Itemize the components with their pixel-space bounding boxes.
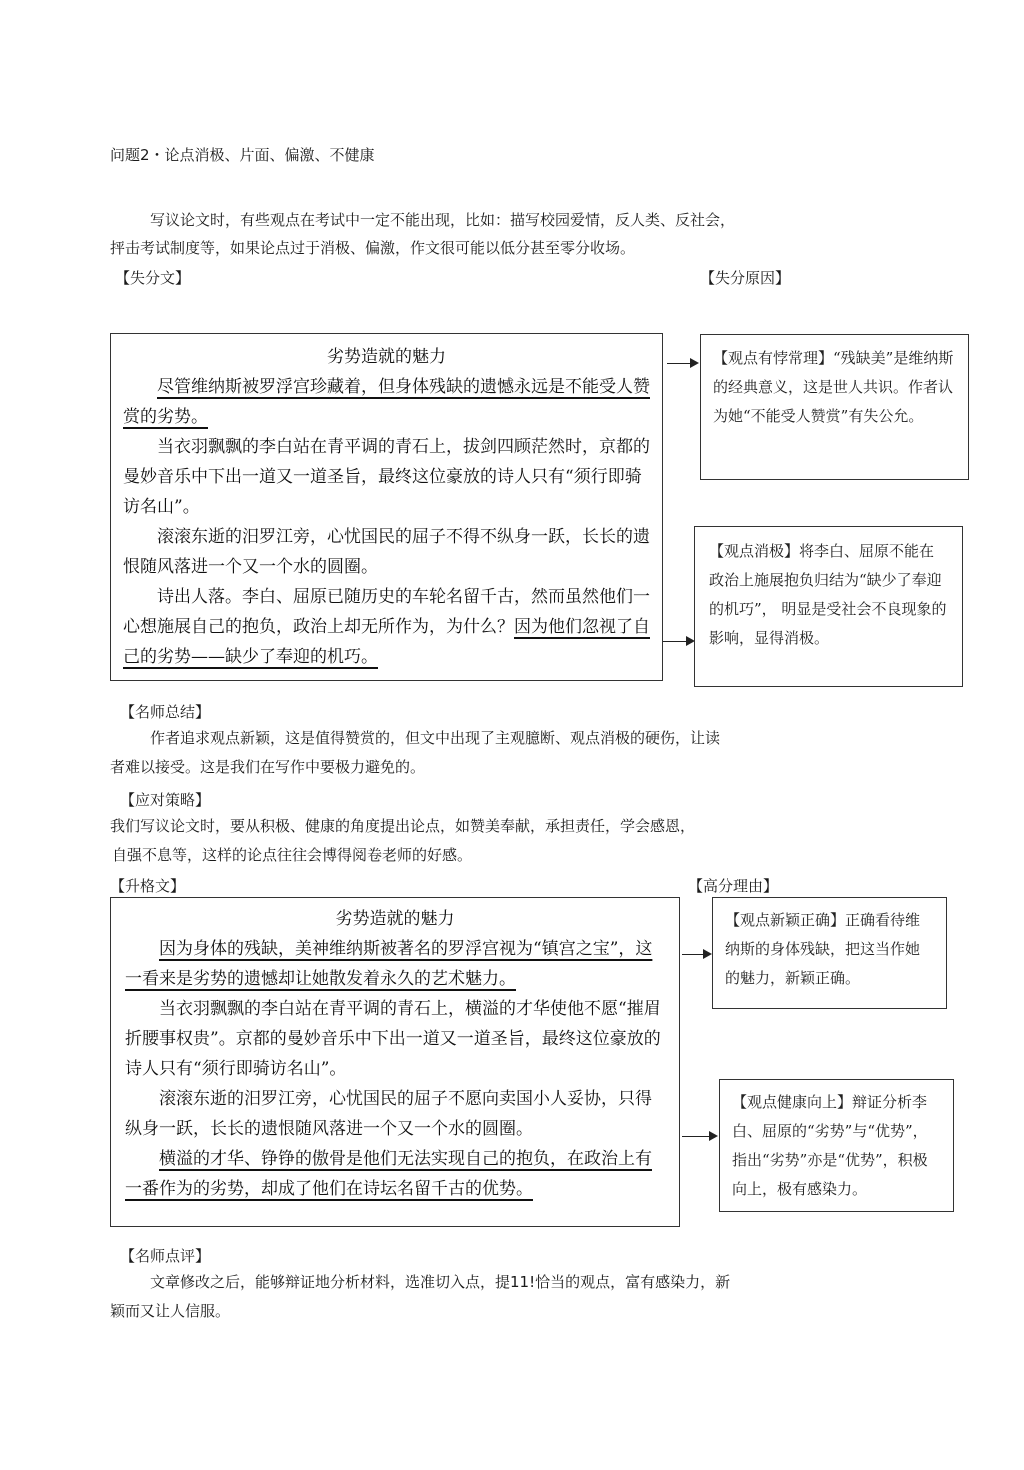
strategy-line-1: 我们写议论文时，要从积极、健康的角度提出论点，如赞美奉献，承担责任，学会感恩， (110, 817, 696, 835)
lost-essay-box (110, 333, 663, 681)
upgraded-essay-p2: 当衣羽飘飘的李白站在青平调的青石上，横溢的才华使他不愿“摧眉折腰事权贵”。京都的曼妙音乐中下出一道又一道圣旨，最终这位豪放的诗人只有“须行即骑访名山”。 (125, 999, 661, 1079)
upgraded-essay-box (110, 897, 680, 1227)
upgraded-essay-p3: 滚滚东逝的汨罗江旁，心忧国民的屈子不愿向卖国小人妥协，只得纵身一跃，长长的遗恨随风落进一个又一个水的圆圈。 (125, 1089, 652, 1139)
arrow-icon (667, 363, 697, 364)
note-tag: 【观点新颖正确】 (725, 911, 846, 929)
high-score-reason-label: 【高分理由】 (688, 877, 779, 895)
arrow-icon (682, 1136, 716, 1137)
page-heading: 问题2・论点消极、片面、偏激、不健康 (110, 146, 375, 164)
lost-essay-p1: 尽管维纳斯被罗浮宫珍藏着，但身体残缺的遗憾永远是不能受人赞赏的劣势。 (123, 377, 650, 427)
upgraded-essay-label: 【升格文】 (110, 877, 186, 895)
note-tag: 【观点有悖常理】 (713, 349, 834, 367)
review-line-2: 颖而又让人信服。 (110, 1302, 231, 1320)
summary-line-1: 作者追求观点新颖，这是值得赞赏的，但文中出现了主观臆断、观点消极的硬伤，让读 (150, 729, 721, 747)
note-text: 辩证分析李白、屈原的“劣势”与“优势”， 指出“劣势”亦是“优势”，积极向上，极有感染力。 (732, 1093, 928, 1198)
summary-label: 【名师总结】 (120, 703, 211, 721)
note-tag: 【观点消极】 (709, 542, 800, 560)
lost-essay-p2: 当衣羽飘飘的李白站在青平调的青石上，拔剑四顾茫然时，京都的曼妙音乐中下出一道又一道圣旨，最终这位豪放的诗人只有“须行即骑访名山”。 (123, 437, 650, 517)
lost-essay-p4b: 因为他们忽视了自己的劣势——缺少了奉迎的机巧。 (123, 617, 650, 667)
strategy-label: 【应对策略】 (120, 791, 211, 809)
upgraded-essay-p1: 因为身体的残缺，美神维纳斯被著名的罗浮宫视为“镇宫之宝”，这一看来是劣势的遗憾却让她散发着永久的艺术魅力。 (125, 939, 653, 989)
note-text: “残缺美”是维纳斯的经典意义，这是世人共识。作者认为她“不能受人赞赏”有失公允。 (713, 349, 954, 425)
high-score-note-1 (712, 897, 947, 1009)
note-text: 将李白、屈原不能在政治上施展抱负归结为“缺少了奉迎的机巧”， 明显是受社会不良现象的影响，显得消极。 (709, 542, 947, 647)
intro-line-1: 写议论文时，有些观点在考试中一定不能出现，比如：描写校园爱情，反人类、反社会， (150, 211, 736, 229)
note-tag: 【观点健康向上】 (732, 1093, 853, 1111)
arrow-icon (682, 954, 710, 955)
review-label: 【名师点评】 (120, 1247, 211, 1265)
intro-line-2: 抨击考试制度等，如果论点过于消极、偏激，作文很可能以低分甚至零分收场。 (110, 239, 636, 257)
lost-essay-p3: 滚滚东逝的汨罗江旁，心忧国民的屈子不得不纵身一跃，长长的遗恨随风落进一个又一个水的圆圈。 (123, 527, 650, 577)
strategy-line-2: 自强不息等，这样的论点往往会博得阅卷老师的好感。 (112, 846, 473, 864)
arrow-icon (663, 641, 693, 642)
lost-essay-label: 【失分文】 (115, 269, 191, 287)
lost-reason-note-1 (700, 334, 969, 480)
summary-line-2: 者难以接受。这是我们在写作中要极力避免的。 (110, 758, 426, 776)
high-score-note-2 (719, 1079, 954, 1212)
lost-essay-p4 (123, 582, 650, 672)
lost-reason-note-2 (694, 526, 963, 687)
note-text: 正确看待维纳斯的身体残缺，把这当作她的魅力，新颖正确。 (725, 911, 921, 987)
review-line-1: 文章修改之后，能够辩证地分析材料，选准切入点，提11!恰当的观点，富有感染力，新 (150, 1273, 731, 1291)
upgraded-essay-p4: 横溢的才华、铮铮的傲骨是他们无法实现自己的抱负，在政治上有一番作为的劣势，却成了他们在诗坛名留千古的优势。 (125, 1149, 652, 1199)
lost-reason-label: 【失分原因】 (700, 269, 791, 287)
upgraded-essay-title: 劣势造就的魅力 (335, 909, 455, 929)
lost-essay-p4a: 诗出人落。李白、屈原已随历史的车轮名留千古，然而虽然他们一心想施展自己的抱负，政治上却无所作为，为什么？ (123, 587, 650, 637)
lost-essay-title: 劣势造就的魅力 (327, 347, 446, 367)
